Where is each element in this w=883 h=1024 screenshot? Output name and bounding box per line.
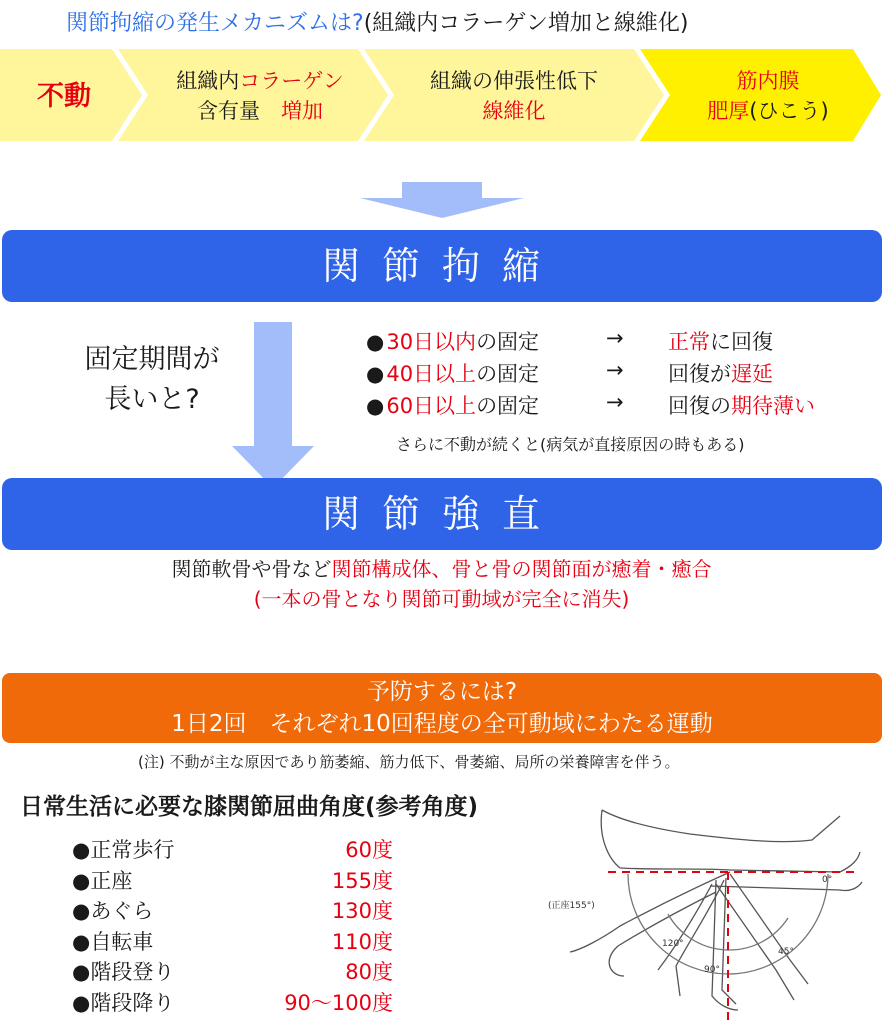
ankylosis-banner: 関節強直 bbox=[2, 478, 882, 550]
down-arrow-1 bbox=[360, 182, 524, 218]
reference-lines bbox=[608, 872, 860, 1022]
result-highlight: 期待薄い bbox=[731, 394, 815, 418]
chevron-1-segment: 不動 bbox=[37, 81, 91, 112]
period-result bbox=[668, 326, 773, 356]
knee-activity-label: ●正座 bbox=[72, 868, 133, 893]
knee-flexion-figure bbox=[540, 800, 880, 1024]
chevron-text-immobility bbox=[14, 82, 114, 112]
chevron-2-segment: 含有量 bbox=[197, 99, 281, 123]
bullet-icon: ● bbox=[366, 362, 385, 386]
period-suffix: の固定 bbox=[476, 362, 540, 386]
chevron-4-segment: 筋内膜 bbox=[736, 69, 800, 93]
bullet-icon: ● bbox=[366, 330, 385, 354]
knee-activity-label: ●あぐら bbox=[72, 899, 154, 923]
chevron-3-segment: 線維化 bbox=[482, 99, 546, 123]
chevron-2-segment: コラーゲン bbox=[239, 69, 344, 93]
bullet-icon: ● bbox=[366, 394, 385, 418]
period-suffix: の固定 bbox=[476, 330, 540, 354]
chevron-text-collagen bbox=[140, 66, 380, 126]
prevention-line-2: 1日2回 それぞれ10回程度の全可動域にわたる運動 bbox=[171, 711, 713, 737]
chevron-2-line-2 bbox=[140, 96, 380, 126]
label-seiza: (正座155°) bbox=[548, 901, 595, 911]
fixation-period-row bbox=[366, 390, 815, 420]
knee-sketch bbox=[570, 810, 862, 1010]
period-result bbox=[668, 358, 773, 388]
chevron-2-line-1 bbox=[140, 66, 380, 96]
chevron-4-segment: (ひこう) bbox=[749, 99, 829, 123]
knee-activity-label: ●階段降り bbox=[72, 990, 175, 1015]
prevention-box bbox=[2, 673, 882, 743]
chevron-text-fibrosis bbox=[394, 66, 634, 126]
knee-angle-value: 155度 bbox=[331, 868, 393, 893]
period-condition: 60日以上 bbox=[386, 394, 477, 418]
result-highlight: 正常 bbox=[668, 330, 710, 354]
chevron-4-line-2 bbox=[668, 96, 868, 126]
chevron-3-line-1 bbox=[394, 66, 634, 96]
label-0deg: 0° bbox=[822, 875, 833, 885]
question-text bbox=[52, 340, 252, 420]
question-line-2: 長いと? bbox=[104, 384, 200, 415]
result-text: 回復が bbox=[668, 362, 731, 386]
right-arrow-icon: → bbox=[606, 358, 624, 382]
result-text: に回復 bbox=[710, 330, 773, 354]
chevron-2-segment: 増加 bbox=[281, 99, 323, 123]
knee-activity-label: ●正常歩行 bbox=[72, 838, 175, 862]
result-highlight: 遅延 bbox=[731, 362, 773, 386]
knee-angle-value: 110度 bbox=[331, 929, 393, 954]
chevron-4-segment: 肥厚 bbox=[707, 99, 750, 123]
footnote: (注) 不動が主な原因であり筋萎縮、筋力低下、骨萎縮、局所の栄養障害を伴う。 bbox=[138, 753, 680, 771]
period-condition: 30日以内 bbox=[386, 330, 477, 354]
fixation-period-row bbox=[366, 326, 773, 356]
chevron-3-line-2 bbox=[394, 96, 634, 126]
ankylosis-line2: (一本の骨となり関節可動域が完全に消失) bbox=[253, 587, 630, 611]
knee-angle-value: 130度 bbox=[331, 899, 393, 923]
prevention-line-1: 予防するには? bbox=[366, 679, 518, 705]
period-suffix: の固定 bbox=[476, 394, 540, 418]
knee-angle-value: 90〜100度 bbox=[284, 990, 393, 1015]
chevron-3-segment: 組織の伸張性低下 bbox=[430, 69, 598, 93]
knee-angle-value: 60度 bbox=[345, 838, 393, 862]
chevron-1-line-1 bbox=[14, 82, 114, 112]
title-main: 関節拘縮の発生メカニズムは? bbox=[66, 11, 364, 36]
further-immobility-note: さらに不動が続くと(病気が直接原因の時もある) bbox=[396, 435, 745, 454]
knee-angle-value: 80度 bbox=[345, 960, 393, 984]
period-condition: 40日以上 bbox=[386, 362, 477, 386]
contracture-banner: 関節拘縮 bbox=[2, 230, 882, 302]
ankylosis-line1-plain: 関節軟骨や骨など bbox=[171, 557, 332, 581]
title-paren: (組織内コラーゲン増加と線維化) bbox=[363, 11, 689, 36]
label-90deg: 90° bbox=[704, 965, 720, 975]
knee-activity-label: ●階段登り bbox=[72, 960, 175, 984]
chevron-4-line-1 bbox=[668, 66, 868, 96]
right-arrow-icon: → bbox=[606, 390, 624, 414]
label-120deg: 120° bbox=[662, 939, 684, 949]
fixation-period-row bbox=[366, 358, 773, 388]
period-result bbox=[668, 390, 815, 420]
result-text: 回復の bbox=[668, 394, 731, 418]
ankylosis-line1-red: 関節構成体、骨と骨の関節面が癒着・癒合 bbox=[331, 557, 712, 581]
ankylosis-description bbox=[0, 554, 883, 614]
right-arrow-icon: → bbox=[606, 326, 624, 350]
chevron-2-segment: 組織内 bbox=[176, 69, 240, 93]
label-45deg: 45° bbox=[778, 947, 794, 957]
page-title bbox=[66, 6, 688, 37]
chevron-text-endomysium bbox=[668, 66, 868, 126]
question-line-1: 固定期間が bbox=[84, 344, 220, 375]
knee-activity-label: ●自転車 bbox=[72, 929, 154, 954]
knee-angle-heading: 日常生活に必要な膝関節屈曲角度(参考角度) bbox=[20, 794, 479, 820]
